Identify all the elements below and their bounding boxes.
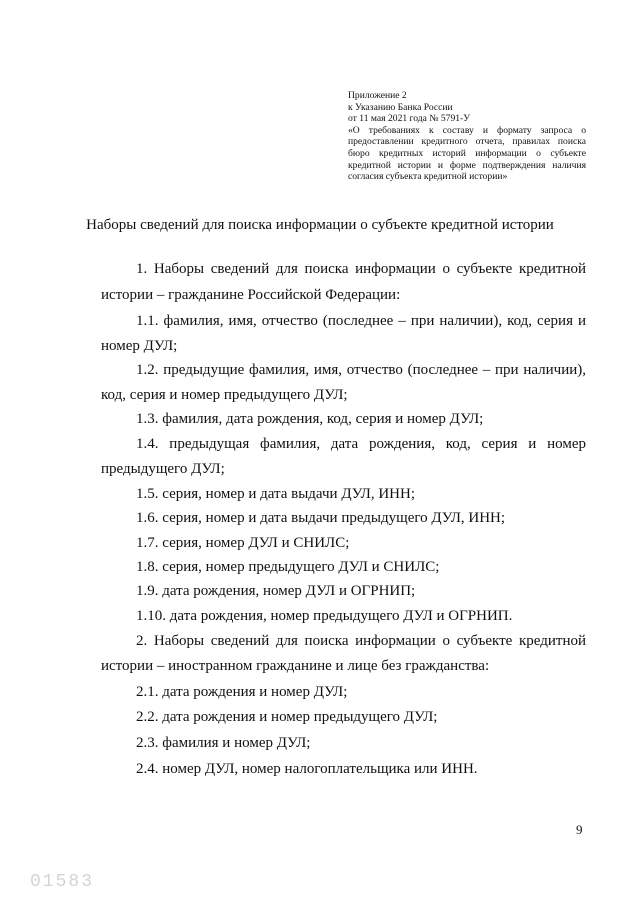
section-2-heading-cont: истории – иностранном гражданине и лице без гражданства:: [101, 658, 490, 674]
list-item-1-4-cont: предыдущего ДУЛ;: [101, 461, 225, 477]
list-item-1-6: 1.6. серия, номер и дата выдачи предыдущего ДУЛ, ИНН;: [136, 510, 506, 526]
list-item-2-4: 2.4. номер ДУЛ, номер налогоплательщика или ИНН.: [136, 761, 478, 777]
section-1-heading: 1. Наборы сведений для поиска информации о субъекте кредитной: [136, 261, 586, 277]
list-item-1-2: 1.2. предыдущие фамилия, имя, отчество (последнее – при наличии),: [136, 362, 586, 378]
appendix-line: согласия субъекта кредитной истории»: [348, 171, 508, 183]
list-item-1-2-cont: код, серия и номер предыдущего ДУЛ;: [101, 387, 348, 403]
appendix-line: от 11 мая 2021 года № 5791-У: [348, 113, 471, 125]
list-item-1-5: 1.5. серия, номер и дата выдачи ДУЛ, ИНН;: [136, 486, 415, 502]
list-item-1-8: 1.8. серия, номер предыдущего ДУЛ и СНИЛС;: [136, 559, 440, 575]
appendix-line: кредитной истории и форме подтверждения наличия: [348, 159, 586, 171]
list-item-1-7: 1.7. серия, номер ДУЛ и СНИЛС;: [136, 535, 350, 551]
list-item-1-3: 1.3. фамилия, дата рождения, код, серия и номер ДУЛ;: [136, 411, 484, 427]
appendix-line: предоставлении кредитного отчета, правилах поиска: [348, 136, 586, 148]
list-item-2-2: 2.2. дата рождения и номер предыдущего ДУЛ;: [136, 709, 438, 725]
list-item-1-1: 1.1. фамилия, имя, отчество (последнее – при наличии), код, серия и: [136, 313, 586, 329]
page-number: 9: [576, 822, 583, 837]
appendix-line: Приложение 2: [348, 90, 407, 101]
list-item-2-3: 2.3. фамилия и номер ДУЛ;: [136, 735, 311, 751]
appendix-line: «О требованиях к составу и формату запроса о: [348, 124, 586, 136]
appendix-header: [348, 90, 586, 183]
section-1-heading-cont: истории – гражданине Российской Федерации:: [101, 287, 401, 303]
list-item-1-9: 1.9. дата рождения, номер ДУЛ и ОГРНИП;: [136, 583, 416, 599]
section-2-heading: 2. Наборы сведений для поиска информации о субъекте кредитной: [136, 633, 586, 649]
document-title: Наборы сведений для поиска информации о субъекте кредитной истории: [86, 217, 554, 233]
appendix-line: к Указанию Банка России: [348, 101, 453, 113]
appendix-line: бюро кредитных историй информации о субъекте: [348, 147, 586, 159]
page-stamp: 01583: [30, 872, 95, 892]
list-item-1-1-cont: номер ДУЛ;: [101, 338, 178, 354]
list-item-2-1: 2.1. дата рождения и номер ДУЛ;: [136, 684, 348, 700]
list-item-1-4: 1.4. предыдущая фамилия, дата рождения, код, серия и номер: [136, 436, 586, 452]
list-item-1-10: 1.10. дата рождения, номер предыдущего ДУЛ и ОГРНИП.: [136, 608, 513, 624]
